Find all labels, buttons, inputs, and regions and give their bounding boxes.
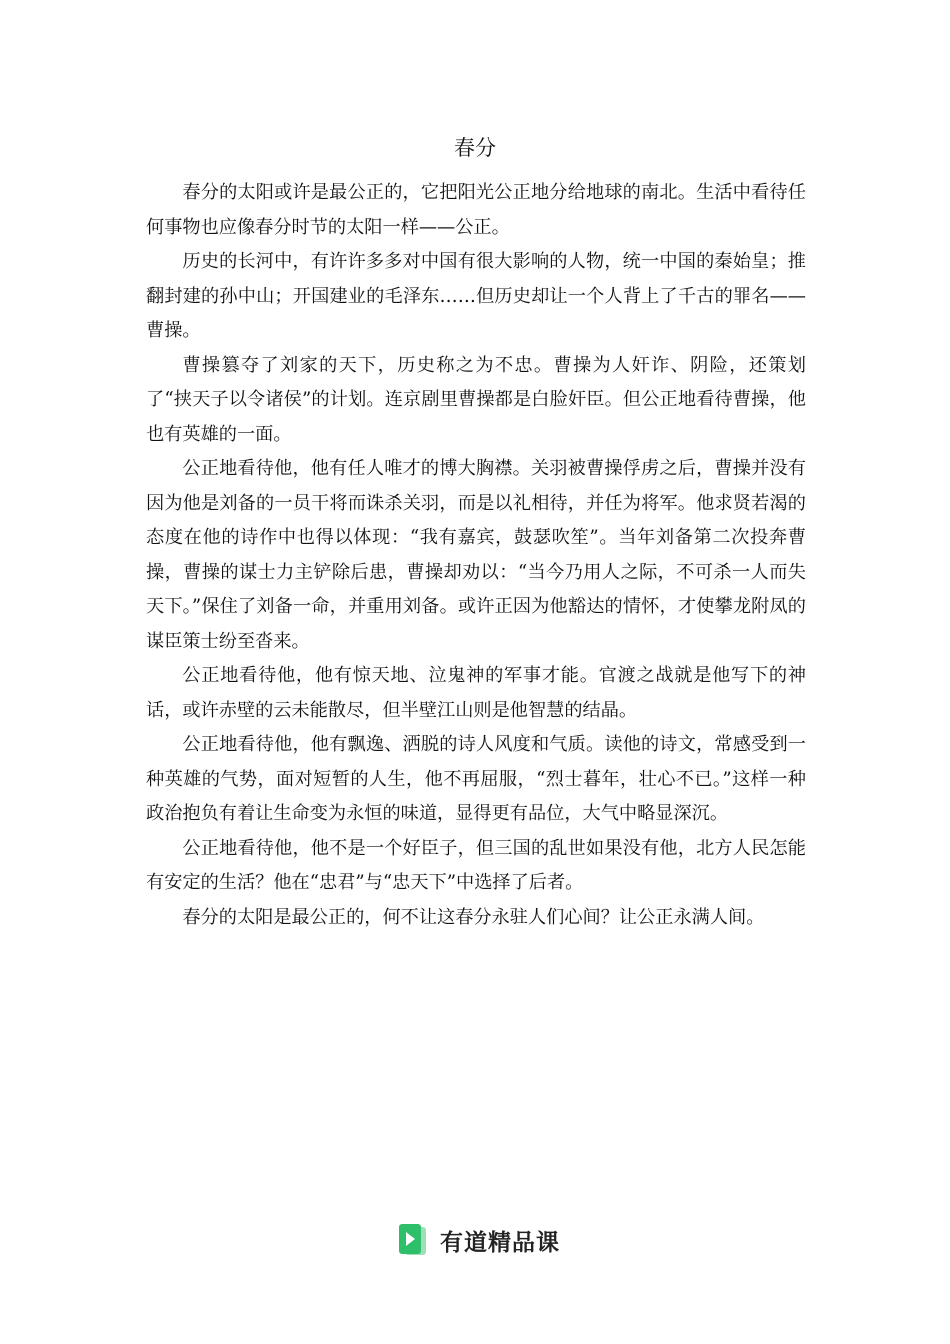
play-book-icon <box>398 1223 428 1257</box>
paragraph: 公正地看待他，他不是一个好臣子，但三国的乱世如果没有他，北方人民怎能有安定的生活？他在“忠君”与“忠天下”中选择了后者。 <box>146 837 806 893</box>
paragraph: 历史的长河中，有许许多多对中国有很大影响的人物，统一中国的秦始皇；推翻封建的孙中山；开国建业的毛泽东……但历史却让一个人背上了千古的罪名——曹操。 <box>146 251 806 341</box>
paragraph: 春分的太阳是最公正的，何不让这春分永驻人们心间？让公正永满人间。 <box>182 906 765 928</box>
footer-logo <box>398 1222 560 1258</box>
paragraph: 公正地看待他，他有惊天地、泣鬼神的军事才能。官渡之战就是他写下的神话，或许赤壁的云未能散尽，但半壁江山则是他智慧的结晶。 <box>146 665 806 721</box>
paragraph: 曹操篡夺了刘家的天下，历史称之为不忠。曹操为人奸诈、阴险，还策划了“挟天子以令诸侯”的计划。连京剧里曹操都是白脸奸臣。但公正地看待曹操，他也有英雄的一面。 <box>146 354 806 445</box>
paragraph: 春分的太阳或许是最公正的，它把阳光公正地分给地球的南北。生活中看待任何事物也应像春分时节的太阳一样——公正。 <box>146 182 806 238</box>
paragraph: 公正地看待他，他有任人唯才的博大胸襟。关羽被曹操俘虏之后，曹操并没有因为他是刘备的一员干将而诛杀关羽，而是以礼相待，并任为将军。他求贤若渴的态度在他的诗作中也得以体现：“我有嘉宾，鼓瑟吹笙”。当年刘备第二次投奔曹操，曹操的谋士力主铲除后患，曹操却劝以：“当今乃用人之际，不可杀一人而失天下。”保住了刘备一命，并重用刘备。或许正因为他豁达的情怀，才使攀龙附凤的谋臣策士纷至沓来。 <box>146 458 806 652</box>
page-title: 春分 <box>454 136 496 160</box>
paragraph: 公正地看待他，他有飘逸、洒脱的诗人风度和气质。读他的诗文，常感受到一种英雄的气势，面对短暂的人生，他不再屈服，“烈士暮年，壮心不已。”这样一种政治抱负有着让生命变为永恒的味道，显得更有品位，大气中略显深沉。 <box>146 734 806 824</box>
article-body <box>146 176 806 935</box>
logo-text: 有道精品课 <box>440 1229 560 1256</box>
